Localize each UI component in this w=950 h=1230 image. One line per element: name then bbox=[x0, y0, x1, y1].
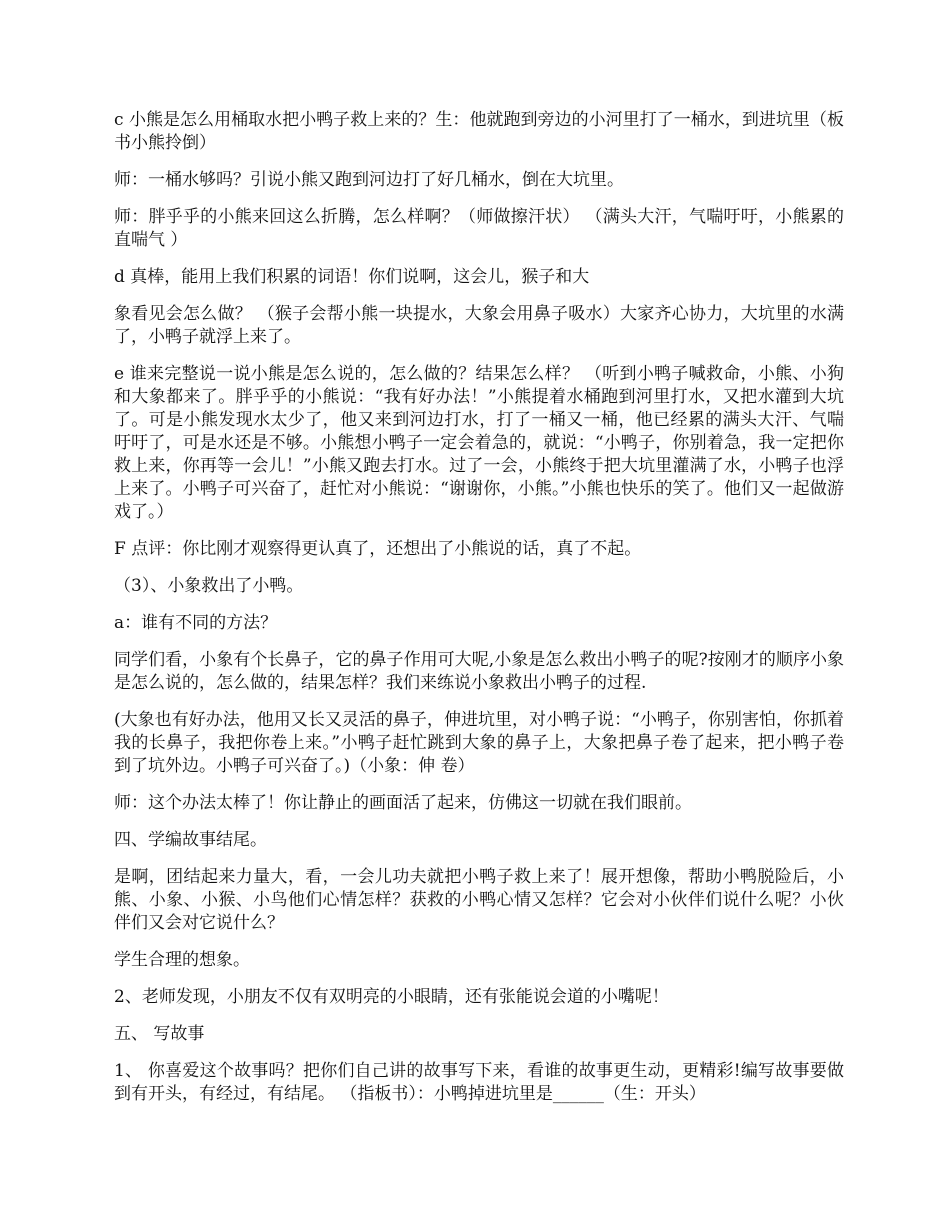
paragraph-7: F 点评：你比刚才观察得更认真了，还想出了小熊说的话，真了不起。 bbox=[114, 539, 642, 559]
paragraph-14: 是啊，团结起来力量大，看，一会儿功夫就把小鸭子救上来了！展开想像，帮助小鸭脱险后，小熊、小象、小猴、小鸟他们心情怎样？获救的小鸭心情又怎样？它会对小伙伴们说什么呢？小伙伴们又会对它说什么？ bbox=[114, 867, 844, 933]
paragraph-16: 2、老师发现，小朋友不仅有双明亮的小眼睛，还有张能说会道的小嘴呢！ bbox=[114, 987, 669, 1007]
document-body bbox=[114, 109, 844, 1120]
paragraph-1: c 小熊是怎么用桶取水把小鸭子救上来的？生：他就跑到旁边的小河里打了一桶水，到进坑里（板书小熊拎倒） bbox=[114, 110, 844, 153]
paragraph-9: a：谁有不同的方法？ bbox=[114, 613, 278, 633]
paragraph-12: 师：这个办法太棒了！你让静止的画面活了起来，仿佛这一切就在我们眼前。 bbox=[114, 793, 692, 813]
section-heading-3: （3）、小象救出了小鸭。 bbox=[114, 576, 304, 596]
paragraph-18: 1、 你喜爱这个故事吗？把你们自己讲的故事写下来，看谁的故事更生动，更精彩!编写故事要做到有开头，有经过，有结尾。 （指板书）：小鸭掉进坑里是______（生：开头） bbox=[114, 1061, 844, 1104]
paragraph-3: 师：胖乎乎的小熊来回这么折腾，怎么样啊？（师做擦汗状） （满头大汗，气喘吁吁，小熊累的直喘气 ） bbox=[114, 207, 844, 250]
section-heading-4: 四、学编故事结尾。 bbox=[114, 830, 267, 850]
section-heading-5: 五、 写故事 bbox=[114, 1024, 205, 1044]
paragraph-15: 学生合理的想象。 bbox=[114, 950, 250, 970]
paragraph-4: d 真棒，能用上我们积累的词语！你们说啊，这会儿，猴子和大 bbox=[114, 267, 590, 287]
paragraph-11: (大象也有好办法，他用又长又灵活的鼻子，伸进坑里，对小鸭子说：“小鸭子，你别害怕，你抓着我的长鼻子，我把你卷上来。”小鸭子赶忙跳到大象的鼻子上，大象把鼻子卷了起来，把小鸭子卷到了坑外边。小鸭子可兴奋了。)（小象：伸 卷） bbox=[114, 710, 844, 776]
paragraph-2: 师：一桶水够吗？引说小熊又跑到河边打了好几桶水，倒在大坑里。 bbox=[114, 170, 624, 190]
paragraph-10: 同学们看，小象有个长鼻子，它的鼻子作用可大呢,小象是怎么救出小鸭子的呢?按刚才的顺序小象是怎么说的，怎么做的，结果怎样？我们来练说小象救出小鸭子的过程. bbox=[114, 650, 844, 693]
paragraph-6: e 谁来完整说一说小熊是怎么说的，怎么做的？结果怎么样？ （听到小鸭子喊救命，小熊、小狗和大象都来了。胖乎乎的小熊说：“我有好办法！”小熊提着水桶跑到河里打水，又把水灌到大坑了。可是小熊发现水太少了，他又来到河边打水，打了一桶又一桶，他已经累的满头大汗、气喘吁吁了，可是水还是不够。小熊想小鸭子一定会着急的，就说：“小鸭子，你别着急，我一定把你救上来，你再等一会儿！”小熊又跑去打水。过了一会，小熊终于把大坑里灌满了水，小鸭子也浮上来了。小鸭子可兴奋了，赶忙对小熊说：“谢谢你，小熊。”小熊也快乐的笑了。他们又一起做游戏了。） bbox=[114, 364, 844, 522]
paragraph-5: 象看见会怎么做？ （猴子会帮小熊一块提水，大象会用鼻子吸水）大家齐心协力，大坑里的水满了，小鸭子就浮上来了。 bbox=[114, 304, 844, 347]
